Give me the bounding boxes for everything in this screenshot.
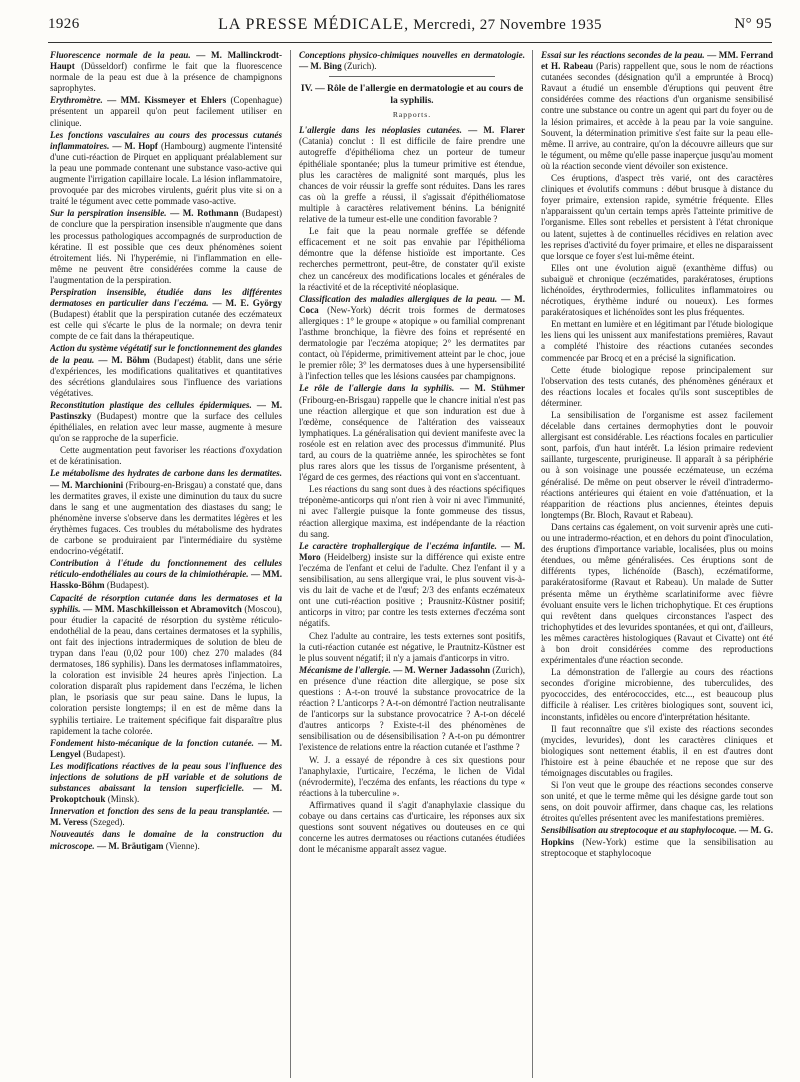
- article-body: Affirmatives quand il s'agit d'anaphylaxie classique du cobaye ou dans certains cas d'urticaire, les réponses aux six questions sont souvent négatives ou douteuses en ce qui concerne les autres dermatoses ou réactions cutanées étudiées dont le mécanisme apparaît assez vague.: [299, 799, 525, 855]
- article-paragraph: [299, 800, 525, 855]
- article-title: Le rôle de l'allergie dans la syphilis.: [299, 383, 455, 394]
- article-author: — M. Stühmer: [459, 383, 525, 394]
- article-paragraph: [50, 468, 282, 557]
- article-body: Cette augmentation peut favoriser les réactions d'oxydation et de kératinisation.: [50, 445, 282, 467]
- article-paragraph: [541, 263, 773, 318]
- article-title: Le caractère trophallergique de l'eczéma infantile.: [299, 540, 497, 551]
- article-paragraph: [299, 631, 525, 664]
- article-body: (Vienne).: [163, 840, 200, 851]
- article-title: Contribution à l'étude du fonctionnement des cellules réticulo-endothéliales au cours de la chimiothérapie.: [50, 558, 282, 580]
- article-title: Conceptions physico-chimiques nouvelles en dermatologie.: [299, 50, 525, 60]
- article-body: Il faut reconnaître que s'il existe des réactions secondes (mycides, levurides), dont les caractères cliniques et biologiques sont nettement établis, il en est d'autres dont l'histoire est à peine ébauchée et ne repose que sur des témoignages discutables ou fragiles.: [541, 723, 773, 778]
- column-2: [290, 50, 525, 1078]
- article-author: — M. Moro: [299, 540, 525, 562]
- article-body: Si l'on veut que le groupe des réactions secondes conserve son unité, et que le terme même qui les désigne garde tout son sens, on doit pouvoir affirmer, dans chaque cas, les relations étroites qu'elles présentent avec les manifestations premières.: [541, 780, 773, 824]
- article-author: — MM. Kissmeyer et Ehlers: [107, 95, 227, 106]
- article-body: (Minsk).: [105, 794, 140, 805]
- article-paragraph: [299, 484, 525, 539]
- article-paragraph: [541, 319, 773, 363]
- article-body: Dans certains cas également, on voit survenir après une cuti- ou une intradermo-réaction, et en dehors du point d'inoculation, des éruptions d'importance variable, localisées, plus ou moins étendues, ou même généralisées. Ces éruptions sont de différents types, lichénoïde (Basch), eczématiforme, parakératosiforme (Ravaut et Rabeau). Un malade de Sutter présenta même un érythème scarlatiniforme avec fièvre évoluant ensuite vers le lichen trichophytique. Et ces éruptions qui revêtent dans quelques circonstances l'aspect des trichophytides et des levurides spontanées, et qui ont, d'ailleurs, les mêmes caractères histologiques (Ravaut et Civatte) ont été à bon droit considérées comme des reproductions expérimentales d'une réaction seconde.: [541, 521, 773, 666]
- article-title: Fondement histo-mécanique de la fonction cutanée.: [50, 737, 254, 748]
- article-author: — M. Böhm: [98, 354, 150, 365]
- column-3: [532, 50, 773, 1078]
- article-paragraph: [50, 738, 282, 760]
- article-paragraph: [299, 125, 525, 225]
- article-paragraph: [299, 541, 525, 630]
- article-paragraph: [50, 208, 282, 286]
- article-author: — M. Coca: [299, 293, 525, 315]
- article-body: (Zurich), en présence d'une réaction dite allergique, se pose six questions : A-t-on trouvé la substance provocatrice de la réaction ? L'anticorps ? A-t-on démontré l'action neutralisante de l'anticorps sur la substance provocatrice ? A-t-on décelé d'autres anticorps ? Existe-t-il des phénomènes de sensibilisation ou de désensibilisation ? A-t-on pu démontrer l'existence de relations entre la réaction cutanée et l'asthme ?: [299, 664, 525, 753]
- article-title: Perspiration insensible, étudiée dans les différentes dermatoses en particulier dans l'eczéma.: [50, 286, 282, 309]
- section-heading: IV. — Rôle de l'allergie en dermatologie et au cours de la syphilis.: [300, 83, 524, 106]
- article-paragraph: [50, 130, 282, 208]
- article-title: Mécanisme de l'allergie.: [299, 664, 391, 675]
- section-subheading: Rapports.: [392, 110, 432, 120]
- article-title: Nouveautés dans le domaine de la construction du microscope.: [50, 829, 282, 851]
- article-author: — MM. Ferrand et H. Rabeau: [541, 50, 773, 72]
- article-paragraph: [50, 50, 282, 94]
- article-body: La démonstration de l'allergie au cours des réactions secondes d'origine microbienne, des tuberculides, des pyococcides, des entérococcides, etc..., est beaucoup plus difficile à réaliser. Les critères biologiques sont, souvent ici, inconstants, infidèles ou encore d'interprétation hésitante.: [541, 667, 773, 722]
- article-body: (Zurich).: [341, 61, 377, 72]
- article-paragraph: [299, 755, 525, 799]
- article-author: — M. Bing: [299, 61, 342, 72]
- journal-title: [48, 16, 772, 34]
- article-paragraph: [299, 665, 525, 754]
- article-paragraph: [50, 806, 282, 828]
- article-body: (New-York) décrit trois formes de dermatoses allergiques : 1° le groupe « atopique » ou familial comprenant l'asthme bronchique, la fièvre des foins et représenté en dermatologie par l'eczéma atopique; 2° les dermatites par contact, où l'épiderme, primitivement atteint par le choc, joue le premier rôle; 3° les dermatoses dues à une hypersensibilité à l'infection telles que les lésions causées par champignons.: [299, 304, 525, 382]
- article-paragraph: [299, 383, 525, 483]
- article-body: (Düsseldorf) confirme le fait que la fluorescence normale de la peau est due à la présence de champignons saprophytes.: [50, 61, 282, 94]
- article-body: (Paris) rappellent que, sous le nom de réactions cutanées secondes (désignation qu'il a empruntée à Brocq) Ravaut a étudié un ensemble d'éruptions qui peuvent être considérées comme des réactions d'un organisme sensibilisé contre une substance ou contre un agent qui part du foyer ou de la lésion primaires, et accède à la peau par la voie sanguine. Souvent, la détermination primitive s'est faite sur la peau elle-même. Il arrive, au contraire, qu'on la découvre ailleurs que sur le tégument, ou même qu'elle passe inaperçue jusqu'au moment où la réaction seconde vient dévoiler son existence.: [541, 61, 773, 171]
- article-body: (Copenhague) présentent un appareil qu'on peut facilement utiliser en clinique.: [50, 95, 282, 128]
- issue-date: Mercredi, 27 Novembre 1935: [409, 17, 602, 33]
- article-body: (Moscou), pour étudier la capacité de résorption du système réticulo-endothélial de la peau, dans certaines dermatoses et la syphilis, ont fait des injections intradermiques de solution de bleu de trypan dans l'eau (0,02 pour 100) chez 270 malades (84 dermatoses, 186 syphilis). Dans les dermatoses inflammatoires, la coloration est invisible 24 heures après l'injection. La coloration disparaît plus rapidement dans l'eczéma, le lichen plan, le psoriasis que sur peau saine. Dans le lupus, la coloration persiste longtemps; il en est de même dans la syphilis tertiaire. Le traitement spécifique fait disparaître plus rapidement la tache colorée.: [50, 603, 282, 736]
- article-title: Classification des maladies allergiques de la peau.: [299, 293, 498, 304]
- article-author: — M. Marchionini: [50, 479, 124, 490]
- article-body: (Budapest) établit, dans une série d'expériences, les modifications qualitatives et quantitatives des sécrétions glandulaires sous l'influence des variations végétatives.: [50, 354, 282, 398]
- article-body: La sensibilisation de l'organisme est assez facilement décelable dans certaines dermophyties dont le pouvoir allergisant est considérable. Les réactions focales en particulier sont, parfois, d'un haut intérêt. La lésion primaire redevient saillante, turgescente, prurigineuse. Il apparaît à sa périphérie ou à son voisinage une poussée eczémateuse, un eczéma généralisé. De même on peut observer le réveil d'intradermo-réactions antérieures qui étaient en voie d'atténuation, et la réapparition de réactions plus anciennes, éteintes depuis longtemps (Br. Bloch, Ravaut et Rabeau).: [541, 410, 773, 520]
- article-paragraph: [50, 445, 282, 467]
- article-title: Innervation et fonction des sens de la peau transplantée.: [50, 806, 270, 817]
- article-title: Les fonctions vasculaires au cours des processus cutanés inflammatoires.: [50, 129, 282, 151]
- article-title: Sur la perspiration insensible.: [50, 208, 167, 219]
- page-header: [48, 8, 772, 43]
- article-body: (Budapest) établit que la perspiration cutanée des eczémateux est celle qui s'écarte le plus de la normale; on devra tenir compte de ce fait dans la thérapeutique.: [50, 309, 282, 342]
- article-author: — M. Veress: [50, 806, 282, 828]
- article-title: Fluorescence normale de la peau.: [50, 50, 191, 60]
- article-title: Essai sur les réactions secondes de la peau.: [541, 50, 705, 60]
- article-body: W. J. a essayé de répondre à ces six questions pour l'anaphylaxie, l'urticaire, l'eczéma, le lichen de Vidal (névrodermite), l'eczéma des enfants, les réactions du type « réactions à la tuberculine ».: [299, 754, 525, 798]
- article-paragraph: [541, 410, 773, 521]
- article-author: — M. Pastinszky: [50, 399, 282, 421]
- article-title: Action du système végétatif sur le fonctionnement des glandes de la peau.: [50, 343, 282, 365]
- article-body: Le fait que la peau normale greffée se défende efficacement et ne soit pas envahie par l'épithélioma démontre que la défense histioïde est importante. Ces recherches permettront, peut-être, de constater qu'il existe chez un cancéreux des modifications locales et générales de la réactivité et de la réceptivité néoplasique.: [299, 226, 525, 292]
- article-title: Sensibilisation au streptocoque et au staphylocoque.: [541, 825, 737, 836]
- article-entry: [299, 50, 525, 72]
- article-paragraph: [50, 593, 282, 737]
- article-title: Reconstitution plastique des cellules épidermiques.: [50, 399, 252, 410]
- article-title: Capacité de résorption cutanée dans les dermatoses et la syphilis.: [50, 592, 282, 614]
- article-body: (Budapest).: [80, 748, 126, 759]
- article-author: — M. Lengyel: [50, 737, 282, 759]
- article-body: (Fribourg-en-Brisgau) a constaté que, dans les dermatites graves, il existe une diminution du taux du sucre dans le sang et une augmentation des diastases du sang; le phénomène inverse s'observe dans les dermatites légères et les érythèmes fugaces. Ces troubles du métabolisme des hydrates de carbone se produiraient par l'intermédiaire du système endocrino-végétatif.: [50, 479, 282, 557]
- article-author: — M. Mallinckrodt-Haupt: [50, 50, 282, 72]
- article-body: En mettant en lumière et en légitimant par l'étude biologique les liens qui les unissent aux manifestations premières, Ravaut a complété l'histoire des réactions cutanées secondes commencée par Brocq et en a précisé la signification.: [541, 319, 773, 363]
- article-title: Le métabolisme des hydrates de carbone dans les dermatites.: [50, 468, 282, 479]
- article-paragraph: [541, 667, 773, 722]
- article-author: — M. Prokoptchouk: [50, 783, 282, 805]
- article-body: (Budapest) de conclure que la perspiration insensible n'augmente que dans les processus pathologiques accompagnés de surproduction de kératine. Il est possible que ces deux phénomènes soient étroitement liés. Ni l'hyperémie, ni l'inflammation en elle-même ne peuvent être considérées comme la cause de l'augmentation de la perspiration.: [50, 208, 282, 285]
- article-body: Ces éruptions, d'aspect très varié, ont des caractères cliniques et évolutifs communs : début brusque à distance du foyer primaire, extension rapide, symétrie fréquente. Elles n'apparaissent qu'un certain temps après l'atteinte primitive de l'organisme. Elles sont rebelles et persistent à l'état chronique ou latent, sujettes à de continuelles récidives en relation avec les reprises d'activité du foyer primaire, et elles ne disparaissent que lorsque ce foyer s'est lui-même éteint.: [541, 173, 773, 261]
- page-number: 1926: [48, 16, 80, 32]
- article-paragraph: [541, 50, 773, 172]
- article-title: Les modifications réactives de la peau sous l'influence des injections de solutions de pH variable et de solutions de substances abaissant la tension superficielle.: [50, 760, 282, 794]
- article-body: (Budapest).: [104, 580, 150, 591]
- article-body: (New-York) estime que la sensibilisation au streptocoque et staphylocoque: [541, 836, 773, 858]
- article-body: Chez l'adulte au contraire, les tests externes sont positifs, la cuti-réaction cutanée est négative, le Prautnitz-Küstner est le plus souvent négatif; il n'y a jamais d'anticorps in vitro.: [299, 630, 525, 663]
- article-paragraph: [541, 522, 773, 666]
- article-body: (Hambourg) augmente l'intensité d'une cuti-réaction de Pirquet en appliquant préalablement sur la peau une pommade contenant une substance vaso-active qui augmente l'irrigation capillaire locale. La lésion inflammatoire, provoquée par des microbes virulents, guérit plus vite si on a traité le tégument avec cette pommade vaso-active.: [50, 140, 282, 207]
- article-body: Les réactions du sang sont dues à des réactions spécifiques tréponème-anticorps qui n'ont rien à voir ni avec l'immunité, ni avec l'allergie puisque la fonte gommeuse des tissus, réaction allergique maxima, est indépendante de la réaction du sang.: [299, 484, 525, 539]
- article-paragraph: [50, 400, 282, 444]
- article-paragraph: [541, 780, 773, 824]
- article-paragraph: [299, 226, 525, 293]
- article-paragraph: [541, 825, 773, 858]
- article-body: Elles ont une évolution aiguë (exanthème diffus) ou subaiguë et chronique (eczématides, parakératoses, éruptions lichénoïdes, érythrodermies, folliculites inflammatoires ou nécrotiques, érythème induré ou noueux). Les formes parakératosiques et lichénoïdes sont les plus fréquentes.: [541, 262, 773, 318]
- article-body: (Catania) conclut : Il est difficile de faire prendre une autogreffe d'épithélioma chez un porteur de tumeur épithéliale spontanée; plus la tumeur primitive est étendue, plus les caractères de malignité sont marqués, plus les chances de voir réussir la greffe sont réduites. Dans les rares cas où la greffe a réussi, il s'agissait d'épithéliomatose multiple à caractères relativement bénins. La bénignité relative de la tumeur est-elle une condition favorable ?: [299, 136, 525, 225]
- article-author: — M. Flarer: [468, 125, 525, 136]
- article-paragraph: [541, 724, 773, 779]
- article-paragraph: [50, 761, 282, 805]
- issue-number: N° 95: [734, 16, 772, 32]
- article-author: — M. Hopf: [112, 140, 158, 151]
- journal-name: LA PRESSE MÉDICALE,: [218, 16, 410, 33]
- article-paragraph: [50, 343, 282, 398]
- article-author: — M. Werner Jadassohn: [393, 664, 491, 675]
- article-author: — M. E. György: [212, 298, 282, 309]
- article-title: L'allergie dans les néoplasies cutanées.: [299, 125, 462, 136]
- article-body: Cette étude biologique repose principalement sur l'observation des tests cutanés, des phénomènes généraux et des réactions locales et focales qu'ils sont susceptibles de déterminer.: [541, 364, 773, 408]
- article-author: — MM. Maschkilleisson et Abramovitch: [83, 603, 242, 614]
- article-author: — MM. Hassko-Böhm: [50, 569, 282, 591]
- article-paragraph: [50, 558, 282, 591]
- article-paragraph: [541, 365, 773, 409]
- article-body: (Fribourg-en-Brisgau) rappelle que le chancre initial n'est pas une réaction allergique et que son induration est due à l'œdème, conséquence de l'altération des vaisseaux lymphatiques. La généralisation qui devient manifeste avec la roséole est en relation avec des processus d'immunité. Plus tard, au cours de la quatrième année, les spirochètes se font plus rares alors que les tissus de l'organisme présentent, à l'égard de ces germes, des réactions qui vont en s'accentuant.: [299, 394, 525, 483]
- article-paragraph: [50, 95, 282, 128]
- article-author: — M. G. Hopkins: [541, 825, 773, 847]
- article-paragraph: [50, 287, 282, 342]
- column-1: [50, 50, 282, 1078]
- article-author: — M. Rothmann: [170, 208, 239, 219]
- article-paragraph: [299, 294, 525, 383]
- article-author: — M. Bräutigam: [96, 840, 164, 851]
- section-divider: [329, 76, 495, 77]
- article-body: (Szeged).: [87, 817, 125, 828]
- article-body: (Heidelberg) insiste sur la différence qui existe entre l'eczéma de l'enfant et celui de l'adulte. Chez l'enfant il y a sensibilisation, au sens allergique vrai, le plus souvent vis-à-vis du lait de vache et de l'œuf; 2/3 des enfants eczémateux ont une cuti-réaction positive ; Prausnitz-Küstner positif; anticorps in vitro; par contre les tests externes d'eczéma sont négatifs.: [299, 551, 525, 629]
- article-body: (Budapest) montre que la surface des cellules épithéliales, en relation avec leur masse, augmente à mesure qu'on se rapproche de la superficie.: [50, 411, 282, 444]
- article-paragraph: [541, 173, 773, 262]
- article-title: Erythromètre.: [50, 95, 103, 106]
- article-paragraph: [50, 829, 282, 851]
